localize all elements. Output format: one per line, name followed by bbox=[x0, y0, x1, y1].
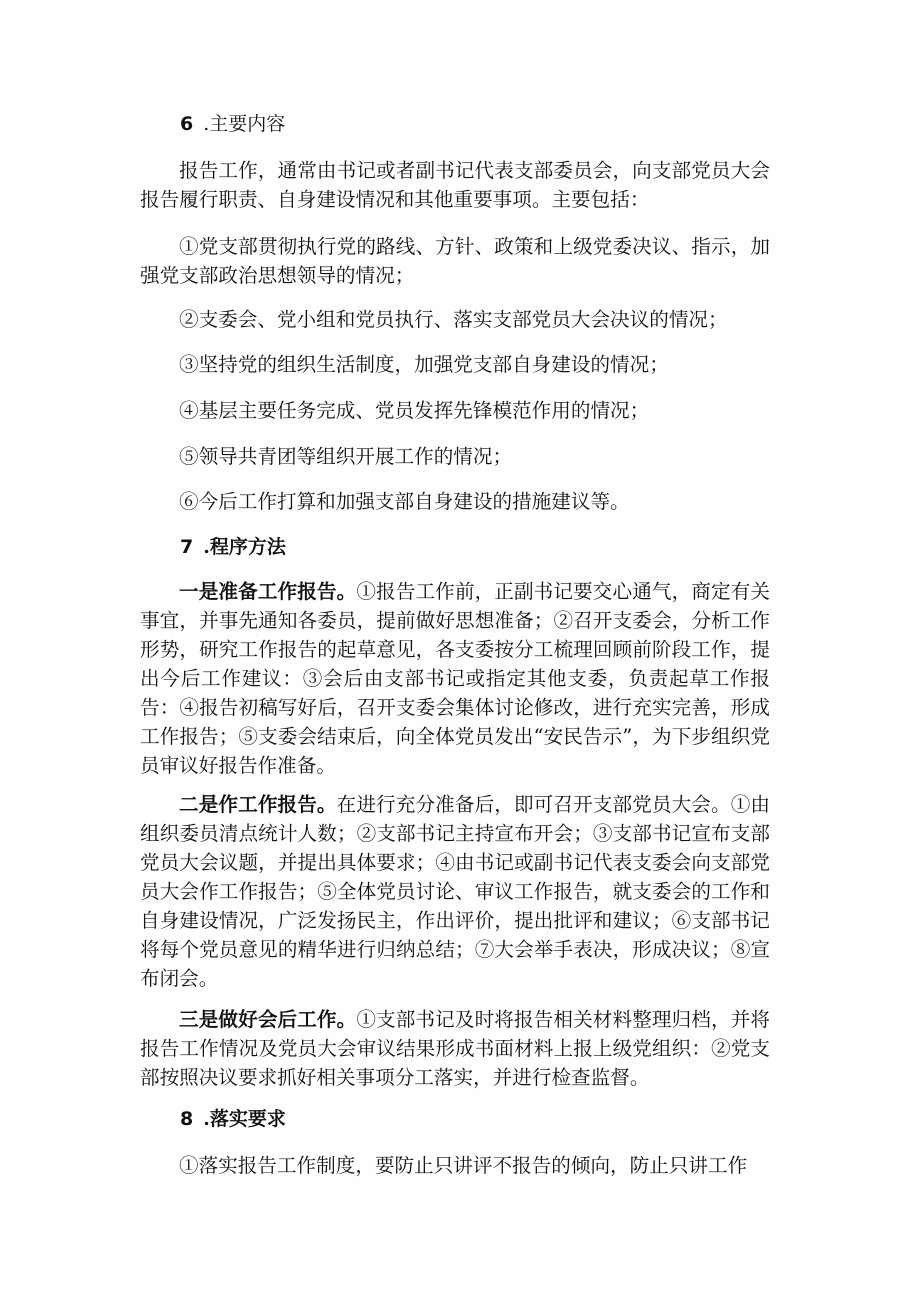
section-8-title: .落实要求 bbox=[203, 1108, 286, 1130]
section-6-item-1: ①党支部贯彻执行党的路线、方针、政策和上级党委决议、指示，加强党支部政治思想领导的情况； bbox=[140, 235, 770, 287]
section-6-item-2: ②支委会、党小组和党员执行、落实支部党员大会决议的情况； bbox=[179, 308, 728, 331]
section-6-item-5: ⑤领导共青团等组织开展工作的情况； bbox=[179, 445, 513, 468]
paragraph-3-body: ①支部书记及时将报告相关材料整理归档，并将报告工作情况及党员大会审议结果形成书面材料上报上级党组织：②党支部按照决议要求抓好相关事项分工落实，并进行检查监督。 bbox=[140, 1008, 771, 1089]
section-7-paragraph-2 bbox=[140, 790, 770, 993]
section-8-number: 8 bbox=[180, 1108, 194, 1130]
section-7-number: 7 bbox=[180, 536, 194, 558]
paragraph-2-lead: 二是作工作报告。 bbox=[179, 793, 337, 816]
section-8-first-line: ①落实报告工作制度，要防止只讲评不报告的倾向，防止只讲工作 bbox=[179, 1154, 748, 1177]
paragraph-1-lead: 一是准备工作报告。 bbox=[179, 580, 357, 603]
section-7-title: .程序方法 bbox=[203, 536, 286, 558]
section-7-heading bbox=[180, 538, 286, 557]
section-7-paragraph-3 bbox=[140, 1005, 770, 1092]
section-6-heading bbox=[180, 115, 285, 134]
paragraph-1-body: ①报告工作前，正副书记要交心通气，商定有关事宜，并事先通知各委员，提前做好思想准备；②召开支委会，分析工作形势，研究工作报告的起草意见，各支委按分工梳理回顾前阶段工作，提出今后工作建议：③会后由支部书记或指定其他支委，负责起草工作报告：④报告初稿写好后，召开支委会集体讨论修改，进行充实完善，形成工作报告；⑤支委会结束后，向全体党员发出“安民告示”，为下步组织党员审议好报告作准备。 bbox=[140, 580, 771, 777]
section-8-heading bbox=[180, 1110, 286, 1129]
section-6-item-4: ④基层主要任务完成、党员发挥先锋模范作用的情况； bbox=[179, 399, 650, 422]
section-7-paragraph-1 bbox=[140, 577, 770, 780]
section-6-number: 6 bbox=[180, 113, 194, 135]
section-6-title: .主要内容 bbox=[203, 113, 286, 135]
section-6-intro: 报告工作，通常由书记或者副书记代表支部委员会，向支部党员大会报告履行职责、自身建设情况和其他重要事项。主要包括： bbox=[140, 159, 770, 211]
section-6-item-6: ⑥今后工作打算和加强支部自身建设的措施建议等。 bbox=[179, 490, 630, 513]
paragraph-2-body: 在进行充分准备后，即可召开支部党员大会。①由组织委员清点统计人数；②支部书记主持宣布开会；③支部书记宣布支部党员大会议题，并提出具体要求；④由书记或副书记代表支委会向支部党员大会作工作报告；⑤全体党员讨论、审议工作报告，就支委会的工作和自身建设情况，广泛发扬民主，作出评价，提出批评和建议；⑥支部书记将每个党员意见的精华进行归纳总结；⑦大会举手表决，形成决议；⑧宣布闭会。 bbox=[140, 793, 771, 990]
section-6-item-3: ③坚持党的组织生活制度，加强党支部自身建设的情况； bbox=[179, 353, 669, 376]
paragraph-3-lead: 三是做好会后工作。 bbox=[179, 1008, 357, 1031]
